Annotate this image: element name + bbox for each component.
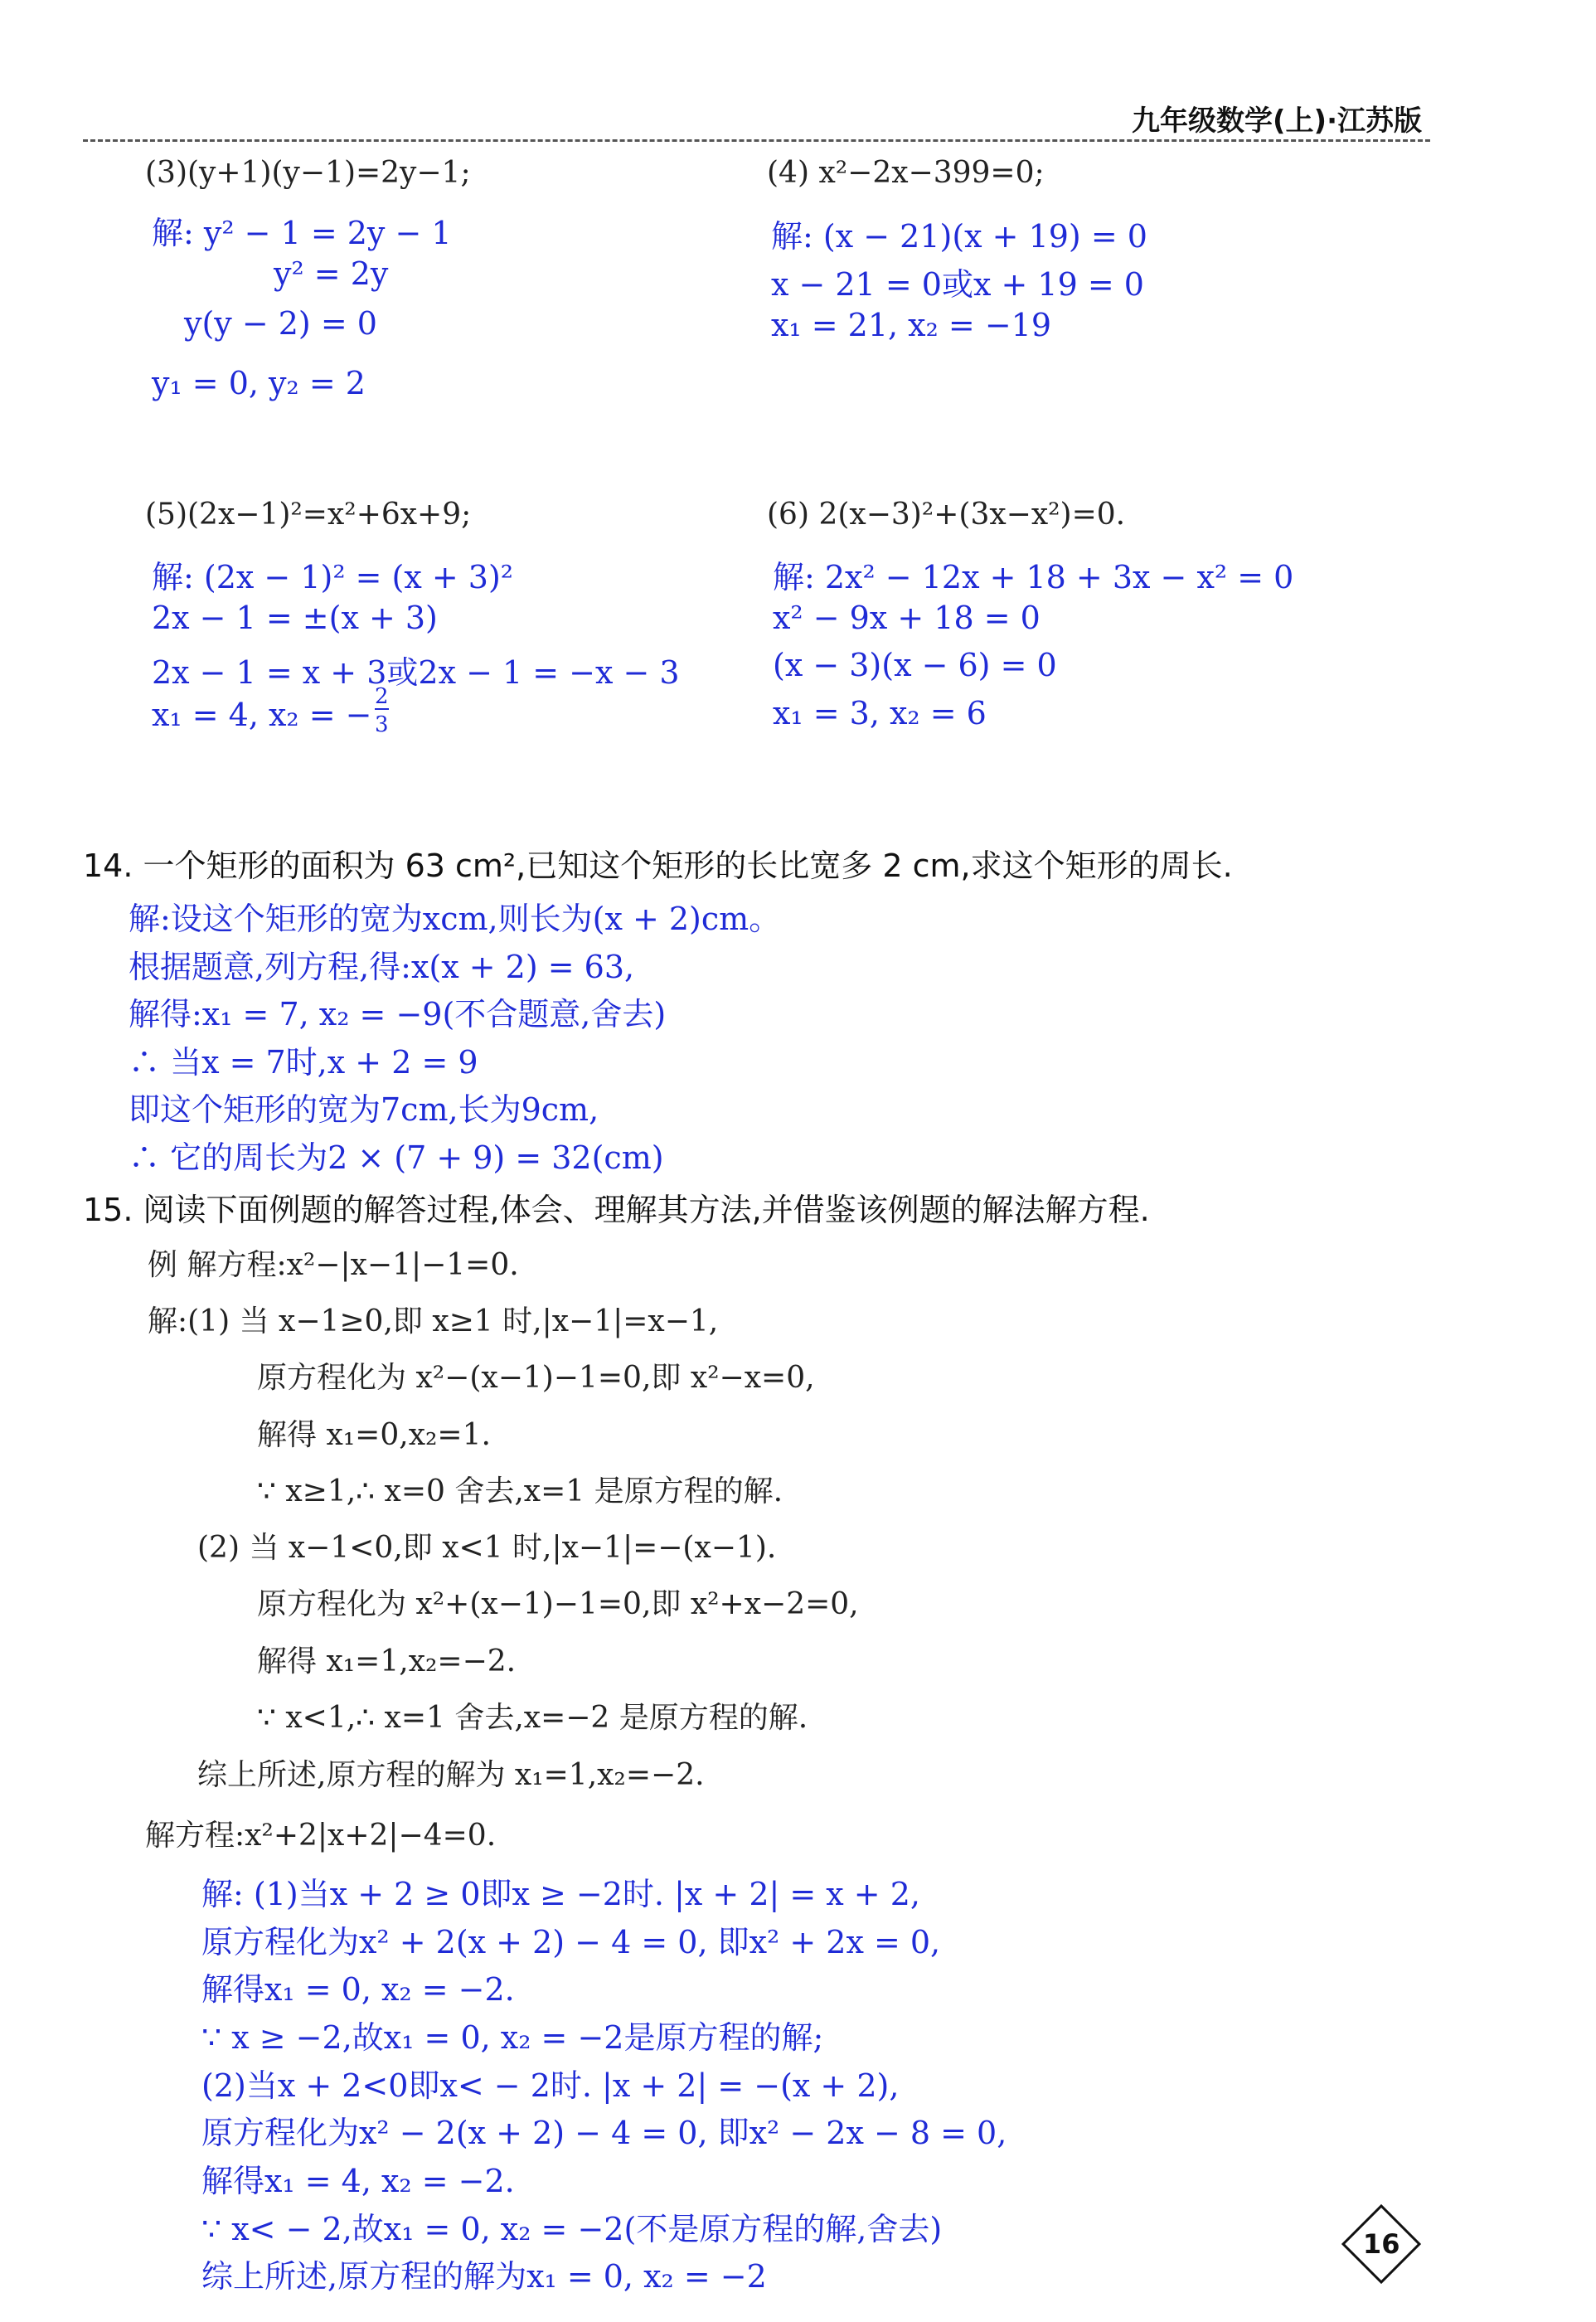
q15-sol-1: 解: (1)当x + 2 ≥ 0即x ≥ −2时. |x + 2| = x + 2,	[201, 1876, 920, 1912]
p4-line-1: 解: (x − 21)(x + 19) = 0	[771, 218, 1147, 255]
p3-line-1: 解: y² − 1 = 2y − 1	[152, 215, 452, 251]
p6-line-4: x₁ = 3, x₂ = 6	[773, 695, 987, 731]
q15-sol-5: (2)当x + 2<0即x< − 2时. |x + 2| = −(x + 2),	[201, 2067, 900, 2104]
q15-sol-2: 原方程化为x² + 2(x + 2) − 4 = 0, 即x² + 2x = 0,	[201, 1924, 941, 1960]
p5-line-4: x₁ = 4, x₂ = −	[152, 697, 372, 733]
q15-task: 解方程:x²+2|x+2|−4=0.	[145, 1819, 497, 1853]
q14-line-5: 即这个矩形的宽为7cm,长为9cm,	[129, 1091, 599, 1128]
example-line-5: ∵ x≥1,∴ x=0 舍去,x=1 是原方程的解.	[257, 1474, 783, 1508]
q14-line-1: 解:设这个矩形的宽为xcm,则长为(x + 2)cm。	[129, 901, 781, 937]
example-line-8: 解得 x₁=1,x₂=−2.	[257, 1644, 517, 1678]
question-14: 14. 一个矩形的面积为 63 cm²,已知这个矩形的长比宽多 2 cm,求这个矩形的周长.	[83, 848, 1233, 884]
page-number: 16	[1362, 2228, 1400, 2260]
q15-sol-9: 综上所述,原方程的解为x₁ = 0, x₂ = −2	[201, 2258, 767, 2295]
example-line-10: 综上所述,原方程的解为 x₁=1,x₂=−2.	[197, 1758, 705, 1792]
problem-5: (5)(2x−1)²=x²+6x+9;	[145, 498, 472, 532]
page-header	[83, 98, 1430, 142]
q15-sol-8: ∵ x< − 2,故x₁ = 0, x₂ = −2(不是原方程的解,舍去)	[201, 2211, 943, 2247]
q15-sol-7: 解得x₁ = 4, x₂ = −2.	[201, 2163, 515, 2199]
example-line-3: 原方程化为 x²−(x−1)−1=0,即 x²−x=0,	[257, 1361, 815, 1395]
p3-line-3: y(y − 2) = 0	[184, 305, 377, 342]
p4-line-2: x − 21 = 0或x + 19 = 0	[771, 266, 1144, 303]
problem-3: (3)(y+1)(y−1)=2y−1;	[145, 156, 471, 190]
p6-line-1: 解: 2x² − 12x + 18 + 3x − x² = 0	[773, 559, 1294, 595]
example-line-6: (2) 当 x−1<0,即 x<1 时,|x−1|=−(x−1).	[197, 1531, 777, 1565]
q15-sol-6: 原方程化为x² − 2(x + 2) − 4 = 0, 即x² − 2x − 8 = 0,	[201, 2115, 1007, 2151]
q14-line-6: ∴ 它的周长为2 × (7 + 9) = 32(cm)	[129, 1139, 664, 1176]
q14-line-3: 解得:x₁ = 7, x₂ = −9(不合题意,舍去)	[129, 996, 667, 1032]
problem-6: (6) 2(x−3)²+(3x−x²)=0.	[767, 498, 1126, 532]
p5-line-2: 2x − 1 = ±(x + 3)	[152, 600, 438, 636]
example-line-2: 解:(1) 当 x−1≥0,即 x≥1 时,|x−1|=x−1,	[148, 1304, 719, 1338]
p5-frac-den: 3	[375, 712, 389, 737]
q14-line-4: ∴ 当x = 7时,x + 2 = 9	[129, 1044, 478, 1081]
p6-line-2: x² − 9x + 18 = 0	[773, 600, 1041, 636]
p5-line-1: 解: (2x − 1)² = (x + 3)²	[152, 559, 514, 595]
example-line-7: 原方程化为 x²+(x−1)−1=0,即 x²+x−2=0,	[257, 1587, 859, 1621]
p3-line-4: y₁ = 0, y₂ = 2	[152, 365, 366, 401]
header-title: 九年级数学(上)·江苏版	[1132, 104, 1422, 138]
page-number-badge	[1341, 2204, 1421, 2284]
example-line-9: ∵ x<1,∴ x=1 舍去,x=−2 是原方程的解.	[257, 1701, 808, 1735]
problem-4: (4) x²−2x−399=0;	[767, 156, 1045, 190]
p5-line-3: 2x − 1 = x + 3或2x − 1 = −x − 3	[152, 654, 680, 691]
q15-sol-4: ∵ x ≥ −2,故x₁ = 0, x₂ = −2是原方程的解;	[201, 2019, 824, 2056]
question-15: 15. 阅读下面例题的解答过程,体会、理解其方法,并借鉴该例题的解法解方程.	[83, 1192, 1150, 1228]
q14-line-2: 根据题意,列方程,得:x(x + 2) = 63,	[129, 949, 635, 985]
p5-frac-num: 2	[375, 684, 389, 709]
example-line-1: 例 解方程:x²−|x−1|−1=0.	[148, 1248, 519, 1282]
q15-sol-3: 解得x₁ = 0, x₂ = −2.	[201, 1971, 515, 2008]
example-line-4: 解得 x₁=0,x₂=1.	[257, 1418, 491, 1452]
p4-line-3: x₁ = 21, x₂ = −19	[771, 307, 1052, 343]
p6-line-3: (x − 3)(x − 6) = 0	[773, 647, 1057, 683]
p3-line-2: y² = 2y	[274, 255, 389, 292]
